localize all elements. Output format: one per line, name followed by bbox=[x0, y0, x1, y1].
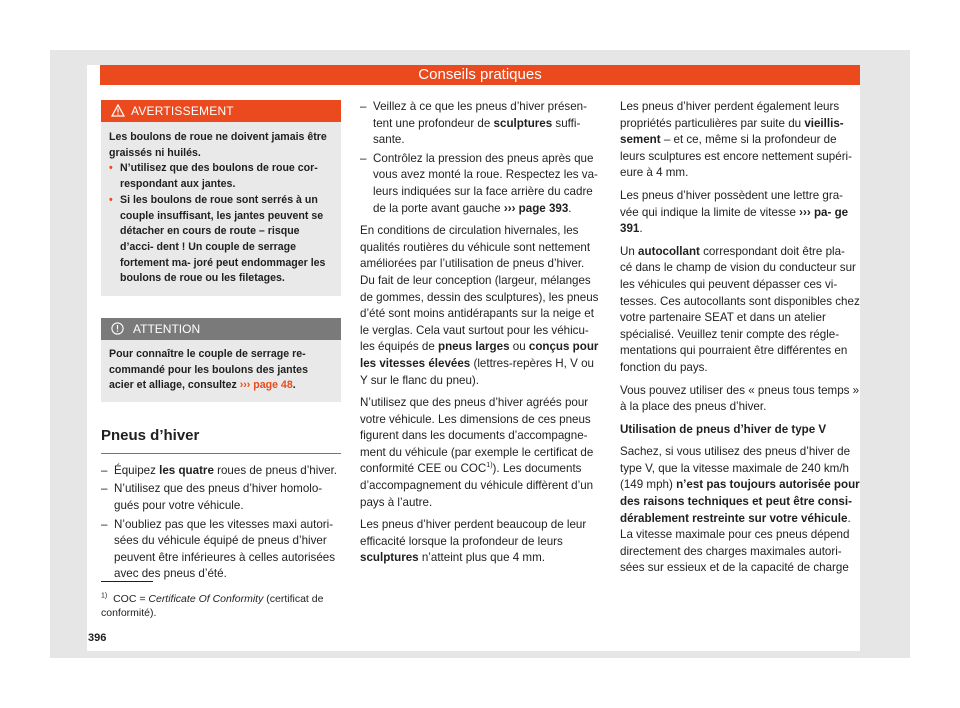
footnote-rule bbox=[101, 581, 153, 582]
warning-header bbox=[101, 100, 341, 122]
warning-triangle-icon bbox=[111, 102, 125, 124]
column-middle bbox=[360, 99, 600, 573]
info-circle-icon bbox=[111, 320, 125, 342]
column-right bbox=[620, 99, 860, 583]
paragraph: Un autocollant correspondant doit être pla- cé dans le champ de vision du conducteur sur les véhicules qui peuvent dépasser ces vi- tesses. Ces autocollants sont disponibles chez votre partenaire SEAT et dans un atelier spécialisé. Veuillez tenir compte des régle- mentations qui pourraient être différentes en fonction du pays. bbox=[620, 244, 860, 374]
warning-body bbox=[101, 122, 341, 296]
paragraph: En conditions de circulation hivernales, les qualités routières du véhicule sont nettement améliorées par l’utilisation de pneus d’hiver. Du fait de leur conception (largeur, mélanges de gommes, dessin des sculptures), les pneus d’été sont moins antidérapants sur la neige et le verglas. Cela vaut surtout pour les véhicu- les équipés de pneus larges ou conçus pour les vitesses élevées (lettres-repères H, V ou Y sur le flanc du pneu). bbox=[360, 224, 599, 387]
paragraph: Les pneus d’hiver perdent beaucoup de leur efficacité lorsque la profondeur de leurs sculptures n’atteint plus que 4 mm. bbox=[360, 518, 587, 565]
list-item: – Équipez les quatre roues de pneus d’hiver. bbox=[101, 463, 338, 477]
paragraph: Sachez, si vous utilisez des pneus d’hiver de type V, que la vitesse maximale de 240 km/h (149 mph) n’est pas toujours autorisée pour des raisons techniques et peut être consi- dérablement restreinte sur votre véhicule. La vitesse maximale pour ces pneus dépend directement des charges maximales autori- sées sur essieux et de la capacité de charge bbox=[620, 445, 860, 575]
page-link[interactable]: ››› page 393 bbox=[503, 201, 569, 215]
attention-title: ATTENTION bbox=[133, 322, 201, 337]
attention-box bbox=[101, 318, 341, 402]
footnote: $^{1)}$ COC = Certificate Of Conformity (certificat de conformité). bbox=[101, 592, 324, 619]
page-header: Conseils pratiques bbox=[100, 65, 860, 85]
section-title: Pneus d’hiver bbox=[101, 428, 341, 454]
paragraph: N’utilisez que des pneus d’hiver agréés pour votre véhicule. Les dimensions de ces pneus figurent dans les documents d’accompagne- ment du véhicule (par exemple le certificat de conformité CEE ou COC$^{1)}$). Les documents d’accompagnement du véhicule diffèrent d’un pays à l’autre. bbox=[360, 396, 594, 509]
paragraph: Les pneus d’hiver possèdent une lettre gra- vée qui indique la limite de vitesse ››› pa- ge 391. bbox=[620, 188, 849, 236]
warning-intro: Les boulons de roue ne doivent jamais être graissés ni huilés. bbox=[109, 131, 327, 159]
attention-header bbox=[101, 318, 341, 340]
footnote-ref: 1) bbox=[486, 462, 493, 470]
paragraph: Les pneus d’hiver perdent également leurs propriétés particulières par suite du vieillis- sement – et ce, même si la profondeur de leurs sculptures est encore nettement supéri- eure à 4 mm. bbox=[620, 100, 852, 180]
warning-bullet: • Si les boulons de roue sont serrés à un couple insuffisant, les jantes peuvent se détacher en cours de route – risque d’acci- dent ! Un couple de serrage fortement ma- joré peut endommager les boulons de roue ou les filetages. bbox=[109, 193, 326, 285]
page-number: 396 bbox=[88, 632, 107, 644]
page-link[interactable]: ››› page 48 bbox=[239, 379, 293, 392]
warning-bullet: • N’utilisez que des boulons de roue cor- respondant aux jantes. bbox=[109, 162, 318, 191]
page-link[interactable]: ››› pa- ge 391 bbox=[620, 205, 849, 236]
subheading: Utilisation de pneus d’hiver de type V bbox=[620, 422, 827, 436]
warning-box bbox=[101, 100, 341, 296]
warning-title: AVERTISSEMENT bbox=[131, 104, 234, 118]
list-item: – Contrôlez la pression des pneus après que vous avez monté la roue. Respectez les va- leurs indiquées sur la face arrière du cadre de la porte avant gauche ››› page 393. bbox=[360, 151, 598, 215]
paragraph: Vous pouvez utiliser des « pneus tous temps » à la place des pneus d’hiver. bbox=[620, 383, 860, 414]
list-item: – Veillez à ce que les pneus d’hiver présen- tent une profondeur de sculptures suffi- sante. bbox=[360, 100, 587, 147]
attention-body: Pour connaître le couple de serrage re- commandé pour les boulons des jantes acier et alliage, consultez ››› page 48. bbox=[109, 348, 308, 392]
column-left bbox=[101, 100, 341, 585]
list-item: – N’oubliez pas que les vitesses maxi autori- sées du véhicule équipé de pneus d’hiver peuvent être inférieures à celles autorisées avec des pneus d’été. bbox=[101, 517, 336, 581]
list-item: – N’utilisez que des pneus d’hiver homolo- gués pour votre véhicule. bbox=[101, 482, 323, 512]
